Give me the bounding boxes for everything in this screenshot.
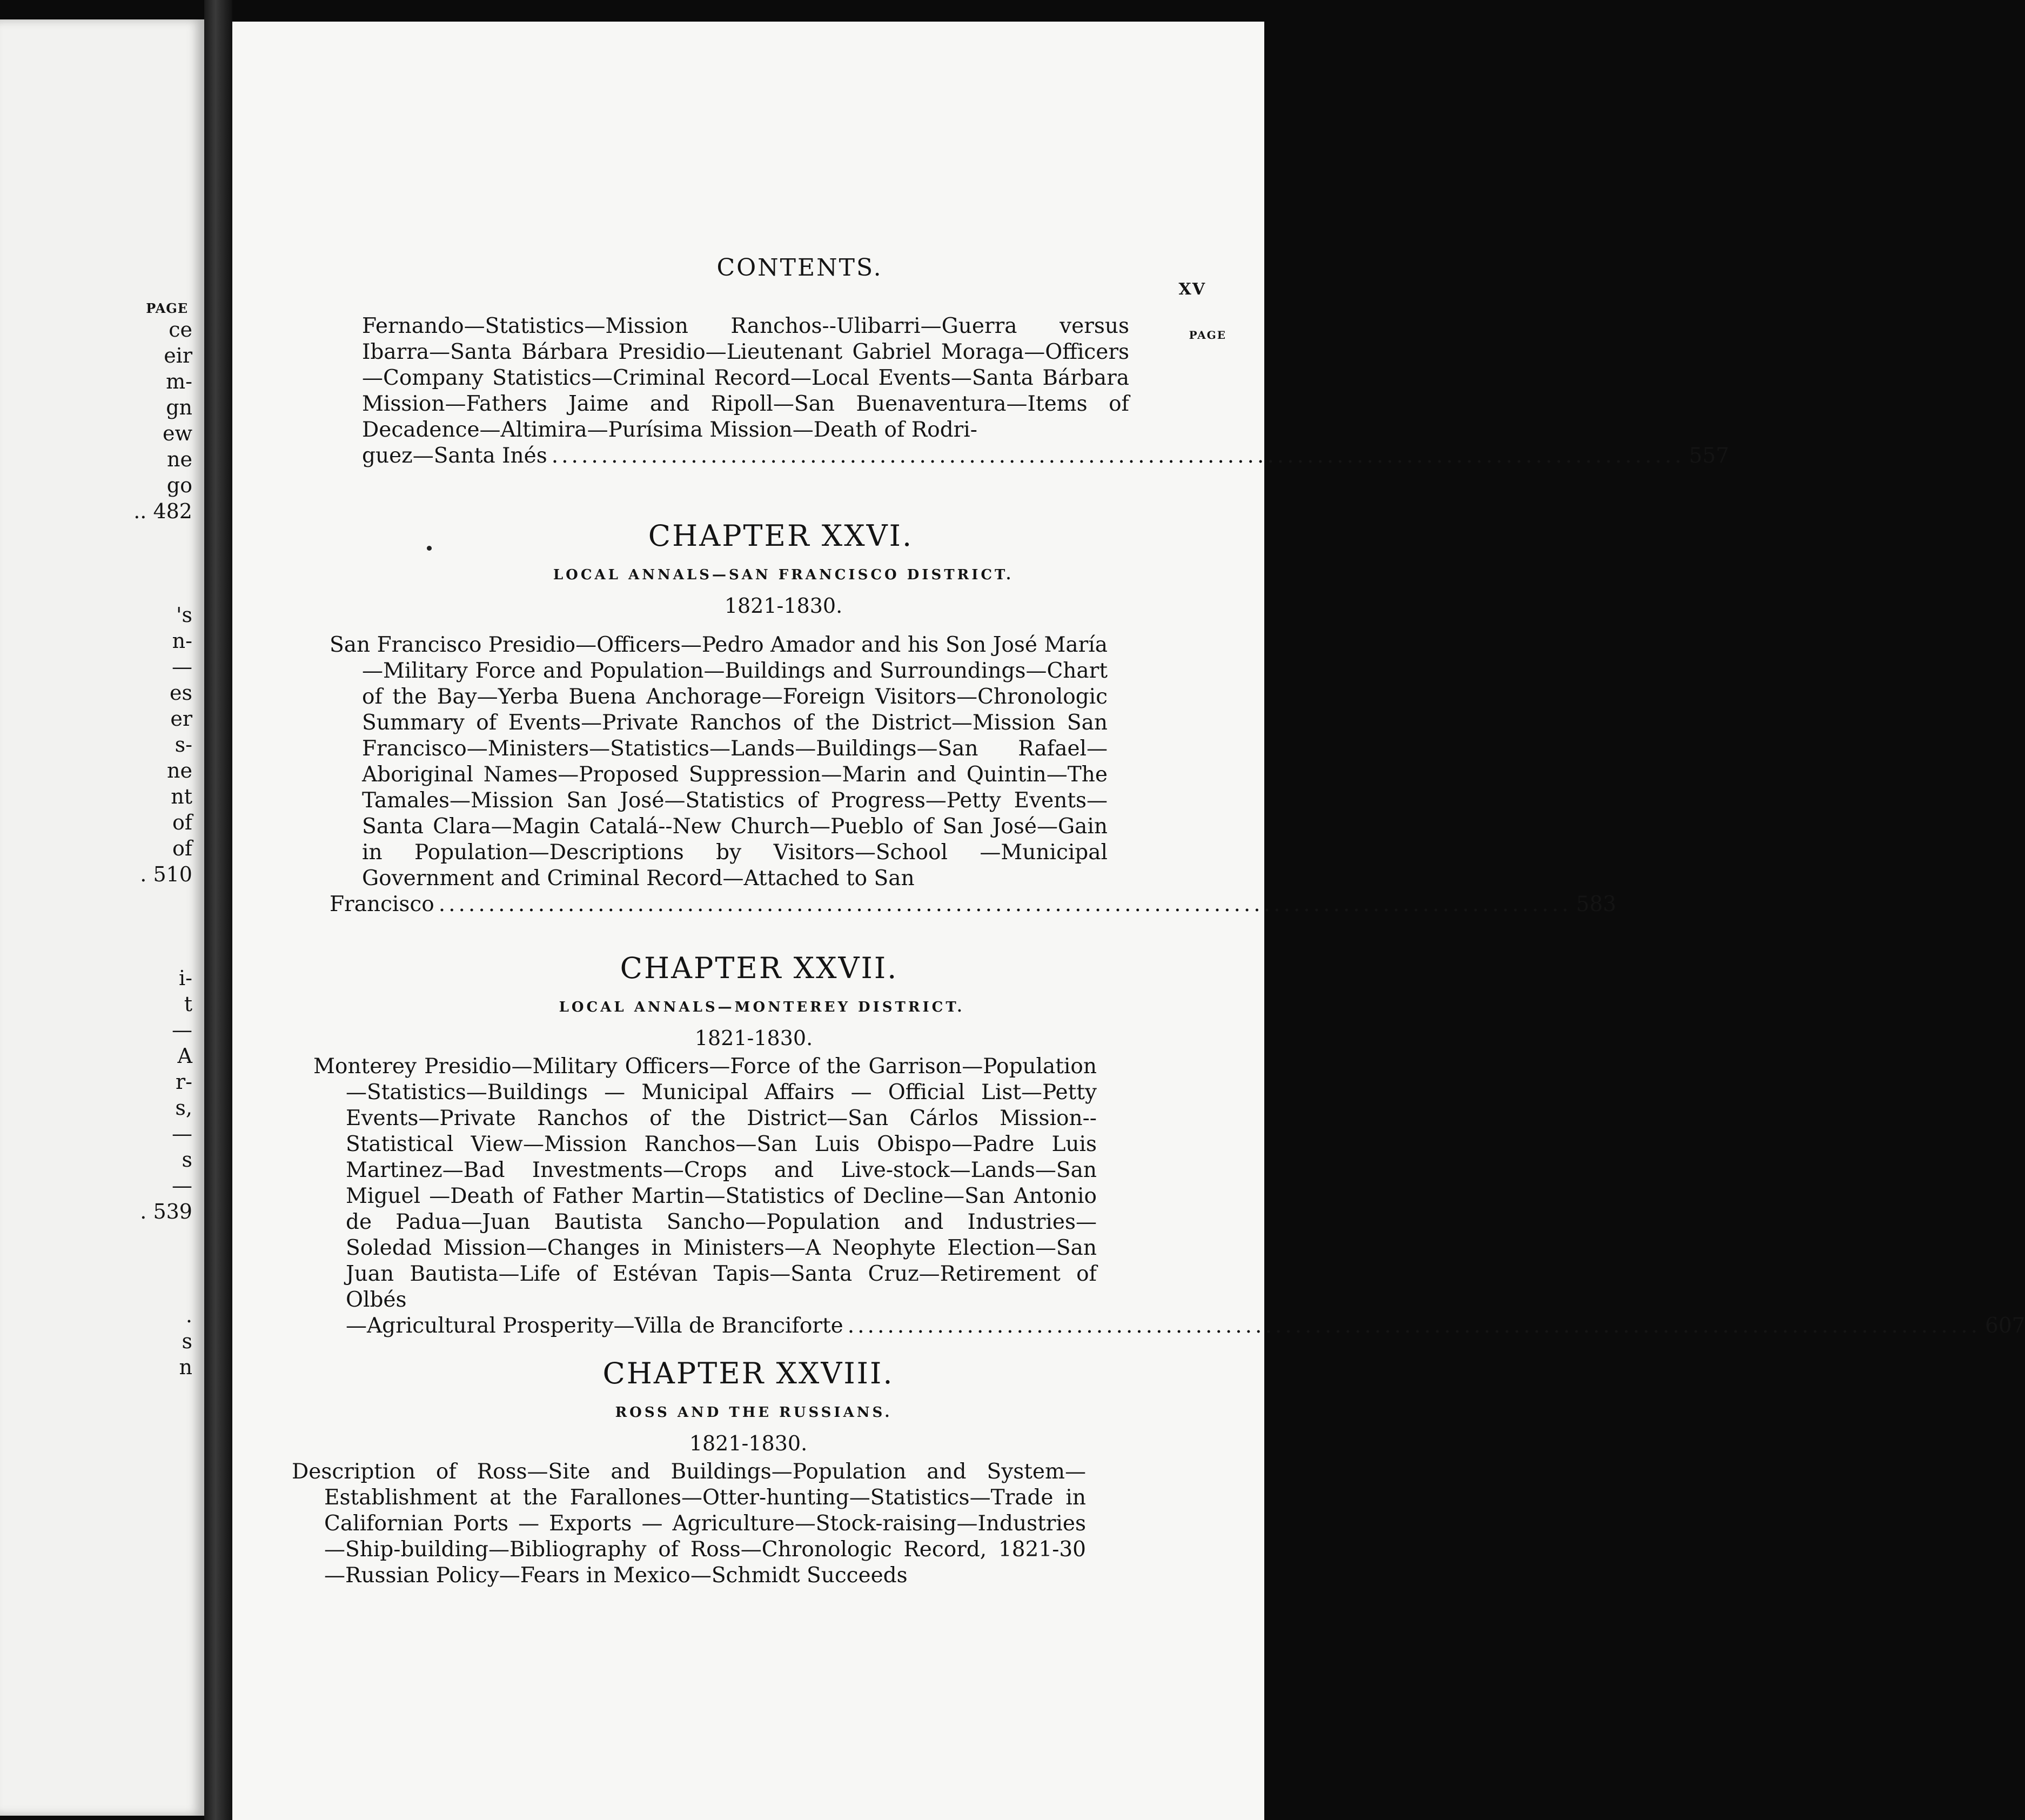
left-fragment: m-	[166, 370, 192, 393]
left-page	[0, 19, 204, 1816]
chapter-27-leader-line	[346, 1313, 2025, 1339]
left-fragment: . 539	[140, 1200, 192, 1223]
left-fragment: s,	[175, 1096, 192, 1120]
left-fragment	[117, 887, 192, 913]
left-fragment	[117, 550, 192, 576]
chapter-summary-text: San Francisco Presidio—Officers—Pedro Amador and his Son José María —Military Force and Population—Buildings and Surroundings—Chart of the Bay—Yerba Buena Anchorage—Foreign Visitors—Chronologic Summary of Events—Private Ranchos of the District—Mission San Francisco—Ministers—Statistics—Lands—Buildings—San Rafael—Aboriginal Names—Proposed Suppression—Marin and Quintin—The Tamales—Mission San José—Statistics of Progress—Petty Events—Santa Clara—Magin Catalá--New Church—Pueblo of San José—Gain in Population—Descriptions by Visitors—School —Municipal Government and Criminal Record—Attached to San	[330, 633, 1108, 891]
left-fragment: 's	[176, 603, 192, 627]
left-fragment: —	[172, 1018, 192, 1042]
chapter-27-heading	[232, 951, 1264, 1050]
chapter-28-heading	[232, 1356, 1264, 1455]
left-fragment: i-	[179, 966, 192, 990]
chapter-28-summary	[292, 1459, 1086, 1589]
left-fragment: ew	[162, 421, 192, 445]
chapter-title: CHAPTER XXVIII.	[602, 1356, 894, 1390]
left-fragment: eir	[164, 344, 192, 367]
left-fragment: .. 482	[133, 499, 192, 523]
dot-leader: ..................................................................................................................	[551, 444, 1685, 468]
left-fragment	[117, 1225, 192, 1250]
left-fragment: of	[172, 811, 192, 834]
left-fragment: nt	[171, 785, 192, 808]
chapter-dates: 1821-1830.	[724, 594, 843, 618]
left-fragment: —	[172, 655, 192, 679]
chapter-27-summary	[313, 1054, 2025, 1339]
left-fragment: .	[185, 1303, 192, 1327]
chapter-subtitle: LOCAL ANNALS—MONTEREY DISTRICT.	[559, 999, 965, 1015]
chapter-subtitle: ROSS AND THE RUSSIANS.	[615, 1404, 893, 1421]
left-fragment: s-	[175, 733, 192, 757]
chapter-subtitle: LOCAL ANNALS—SAN FRANCISCO DISTRICT.	[553, 567, 1014, 583]
left-fragment: A	[177, 1044, 192, 1068]
page-column-label: PAGE	[1189, 329, 1226, 342]
left-fragment: es	[170, 681, 192, 705]
chapter-title: CHAPTER XXVII.	[620, 951, 898, 985]
chapter-dates: 1821-1830.	[689, 1431, 808, 1455]
left-fragment: r-	[175, 1070, 192, 1094]
chapter-dates: 1821-1830.	[694, 1026, 813, 1050]
left-fragment	[117, 524, 192, 550]
chapter-26-heading	[232, 519, 1264, 618]
left-fragment	[117, 913, 192, 939]
left-fragment	[117, 1276, 192, 1302]
left-fragment: s	[182, 1329, 192, 1353]
continued-last-line: guez—Santa Inés	[362, 444, 547, 468]
left-fragment: . 510	[140, 862, 192, 886]
left-fragment: er	[170, 707, 192, 731]
continued-summary-text: Fernando—Statistics—Mission Ranchos--Ulibarri—Guerra versus Ibarra—Santa Bárbara Presidio—Lieutenant Gabriel Moraga—Officers—Company Statistics—Criminal Record—Local Events—Santa Bárbara Mission—Fathers Jaime and Ripoll—San Buenaventura—Items of Decadence—Altimira—Purísima Mission—Death of Rodri-	[362, 314, 1129, 442]
continued-leader-line	[362, 443, 1729, 469]
book-gutter	[204, 0, 232, 1820]
chapter-page-number: 583	[1576, 892, 1617, 916]
left-fragment: ne	[167, 759, 192, 782]
running-head: CONTENTS.	[716, 254, 883, 282]
left-fragment: s	[182, 1148, 192, 1172]
page-folio: XV	[1178, 280, 1206, 299]
chapter-page-number: 607	[1985, 1314, 2025, 1338]
page-speck	[162, 1794, 170, 1802]
left-page-fragments	[117, 317, 192, 1380]
left-fragment: —	[172, 1122, 192, 1146]
chapter-title: CHAPTER XXVI.	[648, 519, 914, 553]
chapter-last-line: Francisco	[330, 892, 434, 916]
right-page	[232, 22, 2025, 1820]
left-fragment	[117, 576, 192, 602]
left-page-label: PAGE	[146, 300, 188, 316]
left-fragment: ce	[169, 318, 192, 342]
chapter-summary-text: Description of Ross—Site and Buildings—Population and System—Establishment at the Farallones—Otter-hunting—Statistics—Trade in Californian Ports — Exports — Agriculture—Stock-raising—Industries—Ship-building—Bibliography of Ross—Chronologic Record, 1821-30—Russian Policy—Fears in Mexico—Schmidt Succeeds	[292, 1460, 1086, 1588]
dot-leader: ..................................................................................................................	[438, 892, 1572, 916]
left-fragment: t	[184, 992, 192, 1016]
left-fragment: go	[166, 473, 192, 497]
chapter-summary-text: Monterey Presidio—Military Officers—Force of the Garrison—Population —Statistics—Buildings — Municipal Affairs — Official List—Petty Events—Private Ranchos of the District—San Cárlos Mission--Statistical View—Mission Ranchos—San Luis Obispo—Padre Luis Martinez—Bad Investments—Crops and Live-stock—Lands—San Miguel —Death of Father Martin—Statistics of Decline—San Antonio de Padua—Juan Bautista Sancho—Population and Industries—Soledad Mission—Changes in Ministers—A Neophyte Election—San Juan Bautista—Life of Estévan Tapis—Santa Cruz—Retirement of Olbés	[313, 1054, 1097, 1312]
left-fragment: n	[179, 1355, 192, 1379]
left-fragment: ne	[167, 447, 192, 471]
left-fragment	[117, 1250, 192, 1276]
chapter-26-leader-line	[330, 892, 1617, 918]
left-fragment	[117, 939, 192, 965]
chapter-last-line: —Agricultural Prosperity—Villa de Branciforte	[346, 1314, 843, 1338]
left-fragment: —	[172, 1174, 192, 1197]
dot-leader: ..................................................................................................................	[847, 1314, 1981, 1338]
continued-page-number: 557	[1689, 444, 1729, 468]
left-fragment: gn	[166, 396, 192, 419]
left-fragment: of	[172, 837, 192, 860]
left-fragment: n-	[172, 629, 192, 653]
chapter-26-summary	[330, 632, 1617, 918]
